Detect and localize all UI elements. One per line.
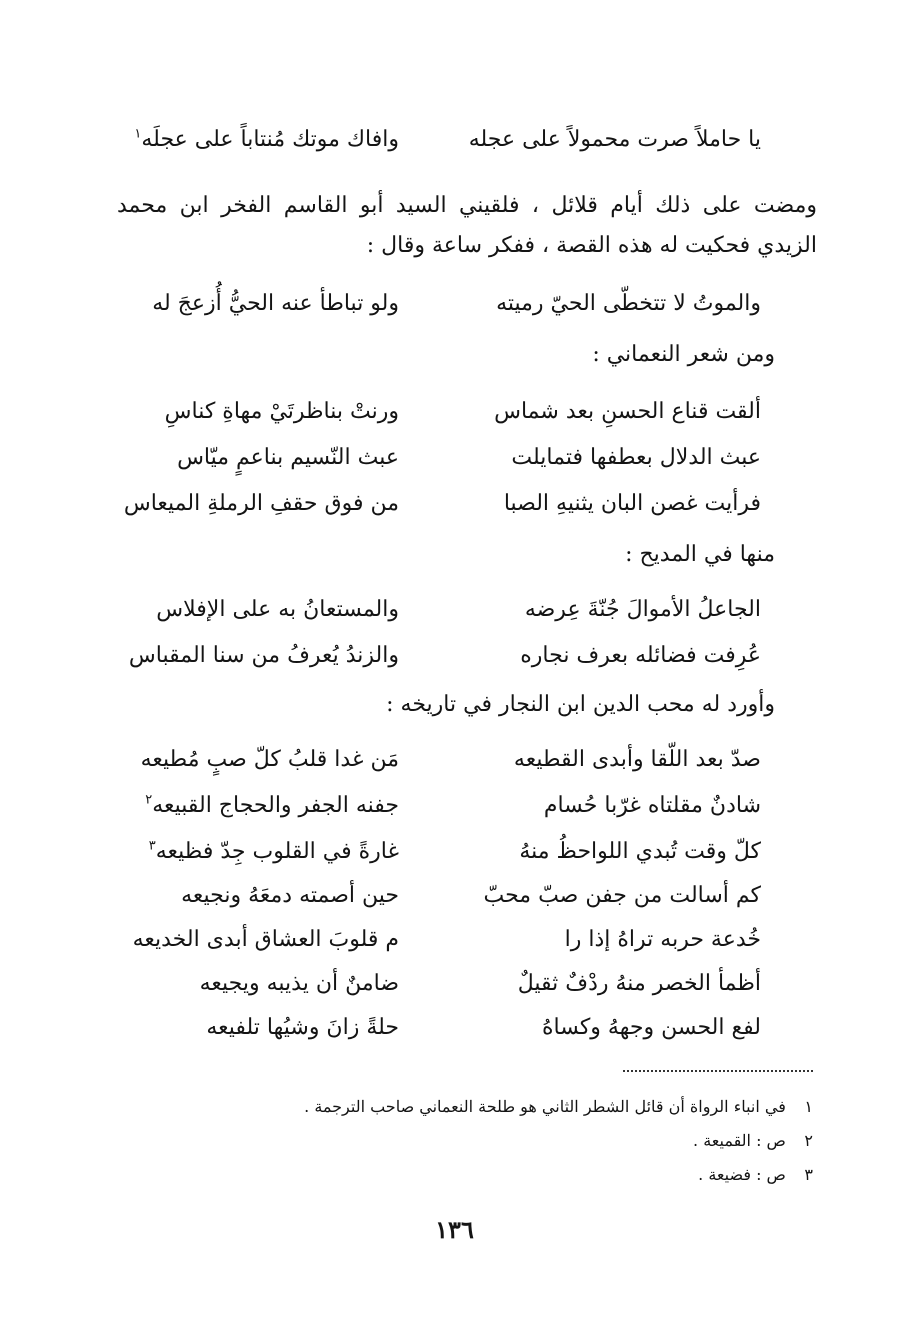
page-number: ١٣٦: [435, 1215, 474, 1244]
footnote: [698, 1164, 813, 1186]
verse-line: [121, 1010, 761, 1046]
footnote-divider: [623, 1070, 813, 1072]
footnote-text: في انباء الرواة أن قائل الشطر الثاني هو طلحة النعماني صاحب الترجمة .: [304, 1097, 786, 1116]
verse-line: [121, 440, 761, 476]
footnote-ref: ٢: [145, 792, 153, 808]
prose-paragraph: ومضت على ذلك أيام قلائل ، فلقيني السيد أبو القاسم الفخر ابن محمد الزيدي فحكيت له هذه القصة ، ففكر ساعة وقال :: [117, 193, 817, 258]
footnote-number: ٣: [804, 1165, 813, 1184]
verse-second-hemistich: ضامنٌ أن يذيبه ويجيعه: [199, 971, 399, 996]
footnote-text: ص : القميعة .: [693, 1131, 786, 1150]
verse-line: [121, 788, 761, 824]
verse-line: [121, 394, 761, 430]
footnote-number: ٢: [804, 1131, 813, 1150]
verse-line: [121, 592, 761, 628]
verse-second-hemistich: حين أصمته دمعَهُ ونجيعه: [181, 883, 399, 908]
verse-first-hemistich: عبث الدلال بعطفها فتمايلت: [511, 445, 761, 470]
verse-second-hemistich: [141, 742, 399, 778]
section-heading: منها في المديح :: [625, 542, 775, 567]
verse-second-hemistich: [134, 122, 399, 158]
footnote-ref: ١: [134, 126, 142, 142]
verse-first-hemistich: ألقت قناع الحسنِ بعد شماس: [494, 399, 761, 424]
verse-line: [121, 922, 761, 958]
verse-first-hemistich: كم أسالت من جفن صبّ محبّ: [483, 883, 761, 908]
verse-first-hemistich: كلّ وقت تُبدي اللواحظُ منهُ: [519, 839, 761, 864]
footnote-number: ١: [804, 1097, 813, 1116]
verse-first-hemistich: شادنٌ مقلتاه غرّبا حُسام: [543, 793, 761, 818]
verse-first-hemistich: أظمأ الخصر منهُ ردْفٌ ثقيلٌ: [517, 971, 761, 996]
section-heading: ومن شعر النعماني :: [592, 342, 775, 367]
footnote: [304, 1096, 813, 1118]
verse-first-hemistich: عُرِفت فضائله بعرف نجاره: [520, 643, 761, 668]
verse-second-hemistich: م قلوبَ العشاق أبدى الخديعه: [132, 927, 399, 952]
verse-line: [121, 742, 761, 778]
verse-line: [121, 286, 761, 322]
verse-line: [121, 878, 761, 914]
verse-second-text: غارةً في القلوب جِدّ فظيعه: [155, 839, 399, 864]
verse-first-hemistich: خُدعة حربه تراهُ إذا را: [564, 927, 761, 952]
footnote: [693, 1130, 813, 1152]
verse-second-hemistich: والزندُ يُعرفُ من سنا المقباس: [128, 643, 399, 668]
verse-second-hemistich: ورنتْ بناظرتَيْ مهاةِ كناسِ: [164, 399, 399, 424]
verse-second-hemistich: من فوق حقفِ الرملةِ الميعاس: [123, 491, 399, 516]
verse-first-hemistich: صدّ بعد اللّقا وأبدى القطيعه: [513, 747, 761, 772]
verse-first-hemistich: الجاعلُ الأموالَ جُنّةَ عِرضه: [524, 597, 761, 622]
verse-second-hemistich: عبث النّسيم بناعمٍ ميّاس: [177, 445, 399, 470]
verse-first-hemistich: فرأيت غصن البان يثنيهِ الصبا: [503, 491, 761, 516]
verse-second-text: مَن غدا قلبُ كلّ صبٍ مُطيعه: [140, 747, 399, 772]
verse-second-hemistich: ولو تباطأ عنه الحيُّ أُزعجَ له: [152, 291, 399, 316]
verse-line: [121, 834, 761, 870]
verse-second-text: وافاك موتك مُنتاباً على عجلَه: [141, 127, 399, 152]
verse-first-hemistich: يا حاملاً صرت محمولاً على عجله: [468, 127, 761, 152]
verse-first-hemistich: لفع الحسن وجههُ وكساهُ: [541, 1015, 761, 1040]
verse-second-hemistich: [145, 788, 399, 824]
verse-line: [121, 122, 761, 158]
verse-line: [121, 966, 761, 1002]
footnote-text: ص : فضيعة .: [698, 1165, 786, 1184]
verse-second-hemistich: والمستعانُ به على الإفلاس: [156, 597, 399, 622]
footnote-ref: ٣: [148, 838, 156, 854]
verse-second-text: جفنه الجفر والحجاج القبيعه: [152, 793, 399, 818]
verse-second-hemistich: [149, 834, 399, 870]
verse-line: [121, 638, 761, 674]
section-heading: وأورد له محب الدين ابن النجار في تاريخه :: [386, 692, 775, 717]
verse-line: [121, 486, 761, 522]
verse-second-hemistich: حلةً زانَ وشيُها تلفيعه: [206, 1015, 399, 1040]
verse-first-hemistich: والموتُ لا تتخطّى الحيّ رميته: [496, 291, 761, 316]
